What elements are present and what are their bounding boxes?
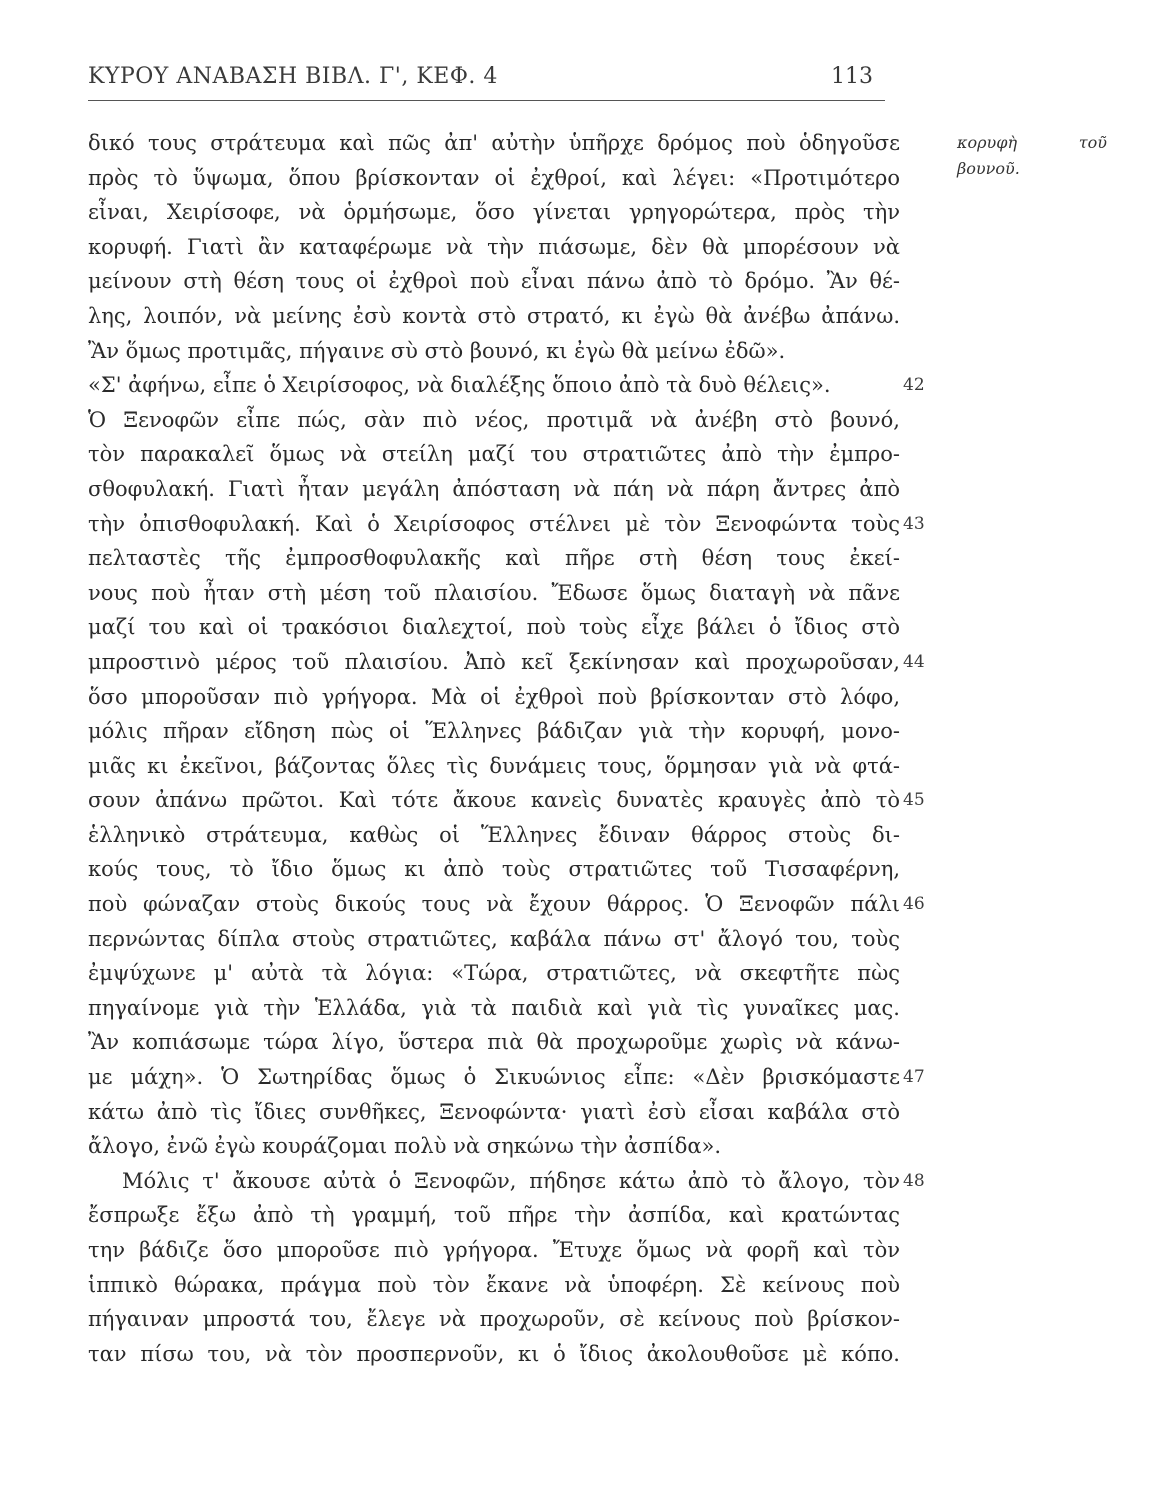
text-line-wrap xyxy=(88,887,925,922)
text-line: «Σ' ἀφήνω, εἶπε ὁ Χειρίσοφος, νὰ διαλέξης ὅποιο ἀπὸ τὰ δυὸ θέλεις». xyxy=(88,373,831,398)
text-line-wrap xyxy=(88,1060,925,1095)
section-number: 44 xyxy=(903,651,925,672)
text-line: κορυφή. Γιατὶ ἂν καταφέρωμε νὰ τὴν πιάσωμε, δὲν θὰ μπορέσουν νὰ xyxy=(88,234,900,259)
section-number: 43 xyxy=(903,513,925,534)
section-number: 46 xyxy=(903,894,925,915)
text-line: λης, λοιπόν, νὰ μείνης ἐσὺ κοντὰ στὸ στρατό, κι ἐγὼ θὰ ἀνέβω ἀπάνω. xyxy=(88,303,900,328)
text-line: μπροστινὸ μέρος τοῦ πλαισίου. Ἀπὸ κεῖ ξεκίνησαν καὶ προχωροῦσαν, xyxy=(88,649,900,674)
text-line: δικό τους στράτευμα καὶ πῶς ἀπ' αὐτὴν ὑπῆρχε δρόμος ποὺ ὁδηγοῦσε xyxy=(88,131,900,155)
text-line: πελταστὲς τῆς ἐμπροσθοφυλακῆς καὶ πῆρε στὴ θέση τους ἐκεί- xyxy=(88,546,900,571)
text-line: κάτω ἀπὸ τὶς ἴδιες συνθῆκες, Ξενοφώντα· γιατὶ ἐσὺ εἶσαι καβάλα στὸ xyxy=(88,1099,900,1124)
text-line: ἱππικὸ θώρακα, πράγμα ποὺ τὸν ἔκανε νὰ ὑποφέρη. Σὲ κείνους ποὺ xyxy=(88,1272,900,1297)
text-line: μόλις πῆραν εἴδηση πὼς οἱ Ἕλληνες βάδιζαν γιὰ τὴν κορυφή, μονο- xyxy=(88,719,900,744)
text-line: εἶναι, Χειρίσοφε, νὰ ὁρμήσωμε, ὅσο γίνεται γρηγορώτερα, πρὸς τὴν xyxy=(88,200,900,225)
text-line: την βάδιζε ὅσο μποροῦσε πιὸ γρήγορα. Ἔτυχε ὅμως νὰ φορῆ καὶ τὸν xyxy=(88,1238,900,1262)
text-line-wrap xyxy=(88,507,925,542)
text-line: ἐμψύχωνε μ' αὐτὰ τὰ λόγια: «Τώρα, στρατιῶτες, νὰ σκεφτῆτε πὼς xyxy=(88,961,900,986)
text-line: Ὁ Ξενοφῶν εἶπε πώς, σὰν πιὸ νέος, προτιμᾶ νὰ ἀνέβη στὸ βουνό, xyxy=(88,407,900,432)
text-line: Ἂν ὅμως προτιμᾶς, πήγαινε σὺ στὸ βουνό, κι ἐγὼ θὰ μείνω ἐδῶ». xyxy=(88,338,786,363)
text-line: μαζί του καὶ οἱ τρακόσιοι διαλεχτοί, ποὺ τοὺς εἶχε βάλει ὁ ἴδιος στὸ xyxy=(88,615,900,640)
text-line: μιᾶς κι ἐκεῖνοι, βάζοντας ὅλες τὶς δυνάμεις τους, ὅρμησαν γιὰ νὰ φτά- xyxy=(88,753,900,778)
text-line-wrap xyxy=(88,783,925,818)
text-line: τὸν παρακαλεῖ ὅμως νὰ στείλη μαζί του στρατιῶτες ἀπὸ τὴν ἐμπρο- xyxy=(88,442,900,467)
text-line: πρὸς τὸ ὕψωμα, ὅπου βρίσκονταν οἱ ἐχθροί, καὶ λέγει: «Προτιμότερο xyxy=(88,165,900,190)
text-line: ἔσπρωξε ἔξω ἀπὸ τὴ γραμμή, τοῦ πῆρε τὴν ἀσπίδα, καὶ κρατώντας xyxy=(88,1203,900,1228)
body-text xyxy=(88,126,925,1371)
text-line: κούς τους, τὸ ἴδιο ὅμως κι ἀπὸ τοὺς στρατιῶτες τοῦ Τισσαφέρνη, xyxy=(88,857,900,882)
text-line: Ἂν κοπιάσωμε τώρα λίγο, ὕστερα πιὰ θὰ προχωροῦμε χωρὶς νὰ κάνω- xyxy=(88,1030,900,1055)
text-line: ταν πίσω του, νὰ τὸν προσπερνοῦν, κι ὁ ἴδιος ἀκολουθοῦσε μὲ κόπο. xyxy=(88,1341,900,1366)
running-head: ΚΥΡΟΥ ΑΝΑΒΑΣΗ ΒΙΒΛ. Γ', ΚΕΦ. 4 xyxy=(88,64,498,89)
margin-note-word: κορυφὴ xyxy=(957,133,1018,152)
text-line: τὴν ὀπισθοφυλακή. Καὶ ὁ Χειρίσοφος στέλνει μὲ τὸν Ξενοφώντα τοὺς xyxy=(88,511,900,536)
section-number: 48 xyxy=(903,1170,925,1191)
margin-note xyxy=(957,130,1107,182)
text-line: ἄλογο, ἐνῶ ἐγὼ κουράζομαι πολὺ νὰ σηκώνω τὴν ἀσπίδα». xyxy=(88,1134,722,1159)
text-line: σουν ἀπάνω πρῶτοι. Καὶ τότε ἄκουε κανεὶς δυνατὲς κραυγὲς ἀπὸ τὸ xyxy=(88,788,900,813)
margin-note-word: βουνοῦ. xyxy=(957,159,1020,178)
text-line: νους ποὺ ἦταν στὴ μέση τοῦ πλαισίου. Ἔδωσε ὅμως διαταγὴ νὰ πᾶνε xyxy=(88,580,900,605)
section-number: 45 xyxy=(903,790,925,811)
text-line: ἑλληνικὸ στράτευμα, καθὼς οἱ Ἕλληνες ἔδιναν θάρρος στοὺς δι- xyxy=(88,822,900,847)
text-line: πηγαίνομε γιὰ τὴν Ἑλλάδα, γιὰ τὰ παιδιὰ καὶ γιὰ τὶς γυναῖκες μας. xyxy=(88,995,900,1020)
text-line-wrap xyxy=(88,368,925,403)
text-line: μείνουν στὴ θέση τους οἱ ἐχθροὶ ποὺ εἶναι πάνω ἀπὸ τὸ δρόμο. Ἂν θέ- xyxy=(88,269,900,294)
section-number: 47 xyxy=(903,1067,925,1088)
section-number: 42 xyxy=(903,375,925,396)
page-number: 113 xyxy=(831,64,873,89)
text-line: ποὺ φώναζαν στοὺς δικούς τους νὰ ἔχουν θάρρος. Ὁ Ξενοφῶν πάλι xyxy=(88,892,900,917)
text-line: Μόλις τ' ἄκουσε αὐτὰ ὁ Ξενοφῶν, πήδησε κάτω ἀπὸ τὸ ἄλογο, τὸν xyxy=(122,1168,900,1193)
header-rule xyxy=(88,100,885,101)
text-line: σθοφυλακή. Γιατὶ ἦταν μεγάλη ἀπόσταση νὰ πάη νὰ πάρη ἄντρες ἀπὸ xyxy=(88,476,900,501)
margin-note-word: τοῦ xyxy=(1078,133,1107,152)
text-line: ὅσο μποροῦσαν πιὸ γρήγορα. Μὰ οἱ ἐχθροὶ ποὺ βρίσκονταν στὸ λόφο, xyxy=(88,684,900,709)
text-line-wrap xyxy=(88,1164,925,1199)
text-line: πήγαιναν μπροστά του, ἔλεγε νὰ προχωροῦν, σὲ κείνους ποὺ βρίσκον- xyxy=(88,1307,900,1332)
text-line: με μάχη». Ὁ Σωτηρίδας ὅμως ὁ Σικυώνιος εἶπε: «Δὲν βρισκόμαστε xyxy=(88,1065,900,1090)
text-line-wrap xyxy=(88,645,925,680)
running-header xyxy=(88,64,885,94)
text-line: περνώντας δίπλα στοὺς στρατιῶτες, καβάλα πάνω στ' ἄλογό του, τοὺς xyxy=(88,926,900,951)
